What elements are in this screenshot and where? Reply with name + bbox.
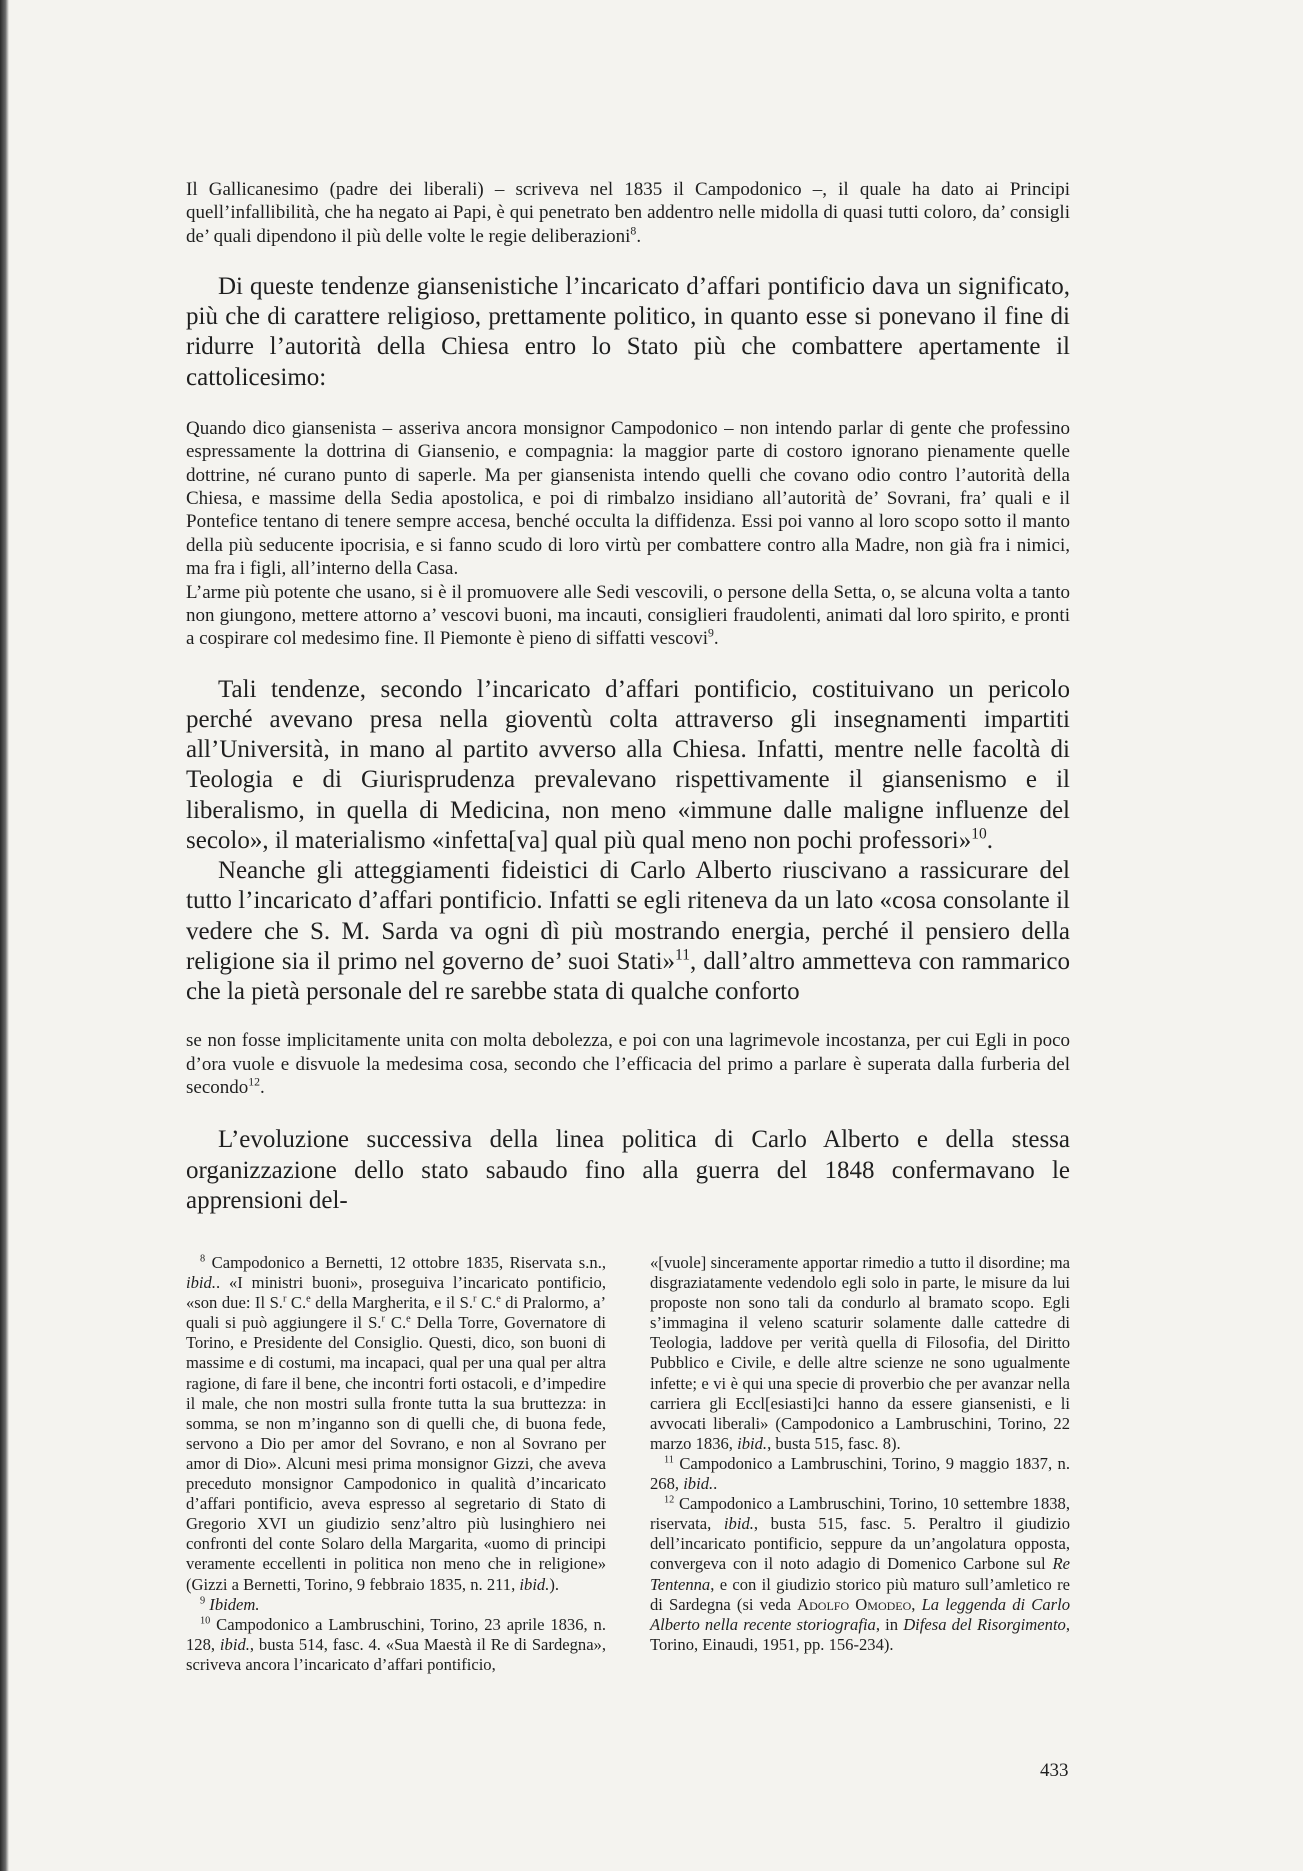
paragraph-4: L’evoluzione successiva della linea politica di Carlo Alberto e della stessa organizzazione dello stato sabaudo fino alla guerra del 1848 confermavano le apprensioni del- [186, 1126, 1070, 1214]
footnote-10-continued: «[vuole] sinceramente apportar rimedio a tutto il disordine; ma disgraziatamente vedendolo egli solo in parte, le misure da lui proposte non sono tali da condurlo al bramato scopo. Egli s’immagina il veleno scaturir solamente dalle cattedre di Teologia, laddove per verità quella di Filosofia, del Diritto Pubblico e Civile, e delle altre scienze ne sono ugualmente infette; e vi è qui una specie di proverbio che per avanzar nella carriera gli Eccl[esiasti]ci hanno da essere giansenisti, e li avvocati liberali» (Campodonico a Lambruschini, Torino, 22 marzo 1836, ibid., busta 515, fasc. 8). [650, 1253, 1070, 1453]
footnotes-column-right [650, 1253, 1070, 1675]
footnote-ref-12[interactable]: 12 [248, 1075, 261, 1089]
block-quote-2-p1: Quando dico giansenista – asseriva ancora monsignor Campodonico – non intendo parlar di gente che professino espressamente la dottrina di Giansenio, e compagnia: la maggior parte di costoro ignorano pienamente quelle dottrine, né curano punto di saperle. Ma per giansenista intendo quelli che covano odio contro l’autorità della Chiesa, e massime della Sedia apostolica, e poi di rimbalzo insidiano all’autorità de’ Sovrani, fra’ quali e il Pontefice tentano di tenere sempre accesa, benché occulta la diffidenza. Essi poi vanno al loro scopo sotto il manto della più seducente ipocrisia, e si fanno scudo di loro virtù per combattere contro alla Madre, non già fra i nimici, ma fra i figli, all’interno della Casa. [186, 417, 1070, 580]
footnotes [186, 1253, 1070, 1675]
paragraph-2: Tali tendenze, secondo l’incaricato d’affari pontificio, costituivano un pericolo perché avevano presa nella gioventù colta attraverso gli insegnamenti impartiti all’Università, in mano al partito avverso alla Chiesa. Infatti, mentre nelle facoltà di Teologia e di Giurisprudenza prevalevano rispettivamente il giansenismo e il liberalismo, in quella di Medicina, non meno «immune dalle maligne influenze del secolo», il materialismo «infetta[va] qual più qual meno non pochi professori»$^{10}$. [186, 675, 1070, 854]
paragraph-1: Di queste tendenze giansenistiche l’incaricato d’affari pontificio dava un significato, più che di carattere religioso, prettamente politico, in quanto esse si ponevano il fine di ridurre l’autorità della Chiesa entro lo Stato più che combattere apertamente il cattolicesimo: [186, 273, 1070, 391]
footnote-ref-11[interactable]: 11 [675, 946, 690, 964]
block-quote-1: Il Gallicanesimo (padre dei liberali) – scriveva nel 1835 il Campodonico –, il quale ha dato ai Principi quell’infallibilità, che ha negato ai Papi, è qui penetrato ben addentro nelle midolla di quasi tutti coloro, da’ consigli de’ quali dipendono il più delle volte le regie deliberazioni$^8$. [186, 179, 1070, 247]
footnotes-column-left [186, 1253, 606, 1675]
footnote-ref-10[interactable]: 10 [971, 825, 987, 843]
footnote-ref-8[interactable]: 8 [630, 224, 637, 238]
page-body [186, 178, 1070, 1216]
footnote-9: $^9$ Ibidem. [200, 1594, 260, 1614]
binding-edge [0, 0, 9, 1871]
block-quote-2-p2: L’arme più potente che usano, si è il promuovere alle Sedi vescovili, o persone della Setta, o, se alcuna volta a tanto non giungono, mettere attorno a’ vescovi buoni, ma incauti, consiglieri fraudolenti, animati dal loro spirito, e pronti a cospirare col medesimo fine. Il Piemonte è pieno di siffatti vescovi$^9$. [186, 581, 1070, 650]
block-quote-3: se non fosse implicitamente unita con molta debolezza, e poi con una lagrimevole incostanza, per cui Egli in poco d’ora vuole e disvuole la medesima cosa, secondo che l’efficacia del primo a parlare è superata dalla furberia del secondo$^{12}$. [186, 1030, 1070, 1098]
paragraph-3: Neanche gli atteggiamenti fideistici di Carlo Alberto riuscivano a rassicurare del tutto l’incaricato d’affari pontificio. Infatti se egli riteneva da un lato «cosa consolante il vedere che S. M. Sarda va ogni dì più mostrando energia, perché il pensiero della religione sia il primo nel governo de’ suoi Stati»$^{11}$, dall’altro ammetteva con rammarico che la pietà personale del re sarebbe stata di qualche conforto [186, 857, 1070, 1005]
footnote-10: $^{10}$ Campodonico a Lambruschini, Torino, 23 aprile 1836, n. 128, ibid., busta 514, fasc. 4. «Sua Maestà il Re di Sardegna», scriveva ancora l’incaricato d’affari pontificio, [186, 1614, 607, 1674]
footnote-11: $^{11}$ Campodonico a Lambruschini, Torino, 9 maggio 1837, n. 268, ibid.. [650, 1453, 1070, 1494]
footnote-12: $^{12}$ Campodonico a Lambruschini, Torino, 10 settembre 1838, riservata, ibid., busta 515, fasc. 5. Peraltro il giudizio dell’incaricato pontificio, seppure da un’angolatura opposta, convergeva con il noto adagio di Domenico Carbone sul Re Tentenna, e con il giudizio storico più maturo sull’amletico re di Sardegna (si veda Adolfo Omodeo, La leggenda di Carlo Alberto nella recente storiografia, in Difesa del Risorgimento, Torino, Einaudi, 1951, pp. 156-234). [650, 1494, 1071, 1654]
page-number: 433 [1040, 1760, 1069, 1781]
footnote-8: $^8$ Campodonico a Bernetti, 12 ottobre 1835, Riservata s.n., ibid.. «I ministri buoni», proseguiva l’incaricato pontificio, «son due: Il S.$^r$ C.$^e$ della Margherita, e il S.$^r$ C.$^e$ di Pralormo, a’ quali si può aggiungere il S.$^r$ C.$^e$ Della Torre, Governatore di Torino, e Presidente del Consiglio. Questi, dico, son buoni di massime e di costumi, ma incapaci, qual per una qual per altra ragione, di fare il bene, che incontri forti ostacoli, e d’impedire il male, che non mostri sulla fronte tutta la sua bruttezza: in somma, se non m’inganno son di quelli che, di buona fede, servono a Dio per amor del Sovrano, e non al Sovrano per amor di Dio». Alcuni mesi prima monsignor Gizzi, che aveva preceduto monsignor Campodonico in qualità d’incaricato d’affari pontificio, aveva espresso al segretario di Stato di Gregorio XVI un giudizio senz’altro più lusinghiero nei confronti del conte Solaro della Margarita, «uomo di principi veramente eccellenti in politica non meno che in religione» (Gizzi a Bernetti, Torino, 9 febbraio 1835, n. 211, ibid.). [186, 1253, 606, 1594]
footnote-ref-9[interactable]: 9 [708, 627, 714, 641]
block-quote-2 [186, 417, 1070, 651]
